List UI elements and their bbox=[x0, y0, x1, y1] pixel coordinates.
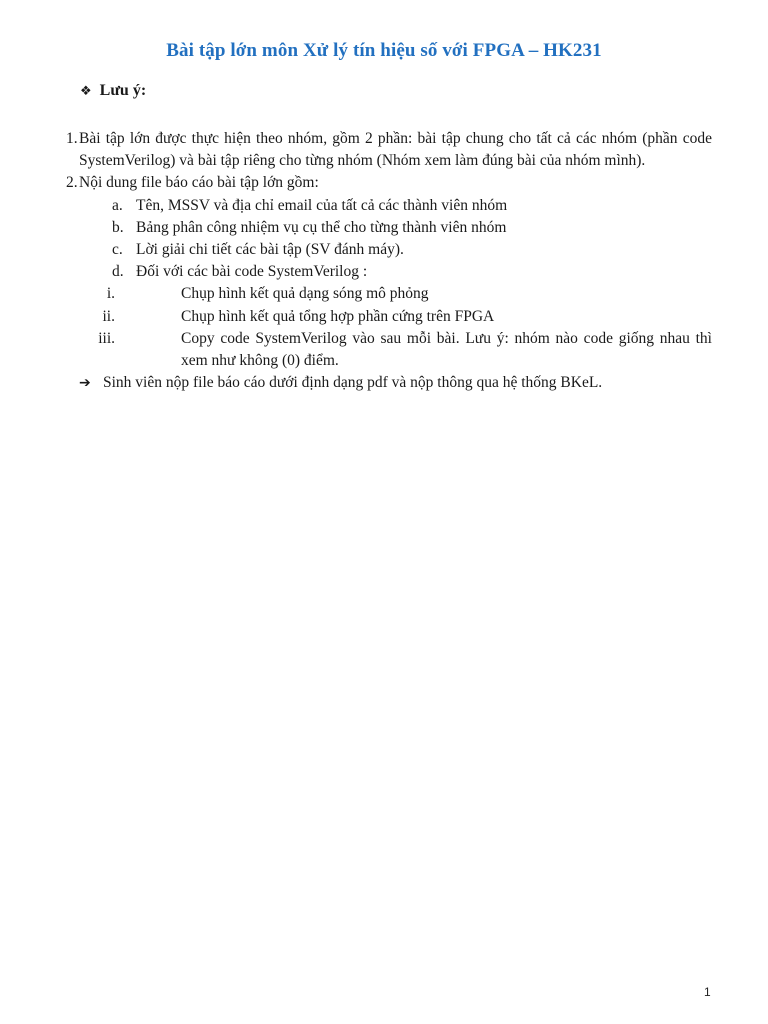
list-marker: 1. bbox=[66, 130, 78, 147]
right-arrow-icon: ➔ bbox=[79, 375, 91, 392]
sub-marker: b. bbox=[112, 218, 124, 236]
list-item-1 bbox=[0, 128, 712, 172]
sub-item-d bbox=[0, 261, 712, 283]
roman-marker: iii. bbox=[98, 329, 115, 347]
document-body bbox=[0, 128, 768, 394]
roman-marker: i. bbox=[106, 285, 115, 303]
sub-sub-item-i bbox=[0, 283, 712, 305]
sub-marker: d. bbox=[112, 263, 124, 281]
conclusion-text: Sinh viên nộp file báo cáo dưới định dạng pdf và nộp thông qua hệ thống BKeL. bbox=[103, 374, 603, 392]
sub-sub-item-ii bbox=[0, 306, 712, 328]
document-title: Bài tập lớn môn Xử lý tín hiệu số với FPGA – HK231 bbox=[166, 40, 602, 61]
sub-sub-item-text: Chụp hình kết quả tổng hợp phần cứng trên FPGA bbox=[181, 307, 495, 325]
roman-marker: ii. bbox=[102, 307, 115, 325]
sub-item-text: Tên, MSSV và địa chỉ email của tất cả các thành viên nhóm bbox=[136, 196, 508, 214]
sub-item-text: Bảng phân công nhiệm vụ cụ thể cho từng thành viên nhóm bbox=[136, 218, 507, 236]
conclusion-line bbox=[0, 372, 712, 394]
page-number: 1 bbox=[704, 985, 711, 999]
sub-item-text: Lời giải chi tiết các bài tập (SV đánh máy). bbox=[136, 241, 404, 259]
sub-item-c bbox=[0, 239, 712, 261]
sub-sub-item-text: Chụp hình kết quả dạng sóng mô phỏng bbox=[181, 285, 429, 303]
sub-item-b bbox=[0, 217, 712, 239]
list-item-text: Nội dung file báo cáo bài tập lớn gồm: bbox=[79, 174, 319, 192]
note-label: Lưu ý: bbox=[99, 82, 147, 99]
diamond-bullet-icon: ❖ bbox=[80, 83, 92, 99]
sub-marker: c. bbox=[112, 241, 123, 259]
list-item-2 bbox=[0, 172, 712, 194]
sub-marker: a. bbox=[112, 196, 123, 214]
note-heading bbox=[80, 82, 146, 100]
sub-item-a bbox=[0, 195, 712, 217]
sub-sub-item-text: Copy code SystemVerilog vào sau mỗi bài. Lưu ý: nhóm nào code giống nhau thì xem như không (0) điểm. bbox=[181, 329, 712, 370]
sub-sub-item-iii bbox=[0, 328, 712, 372]
list-item-text: Bài tập lớn được thực hiện theo nhóm, gồm 2 phần: bài tập chung cho tất cả các nhóm (phần code SystemVerilog) và bài tập riêng cho từng nhóm (Nhóm xem làm đúng bài của nhóm mình). bbox=[79, 130, 712, 170]
list-marker: 2. bbox=[66, 174, 78, 192]
sub-item-text: Đối với các bài code SystemVerilog : bbox=[136, 263, 368, 281]
